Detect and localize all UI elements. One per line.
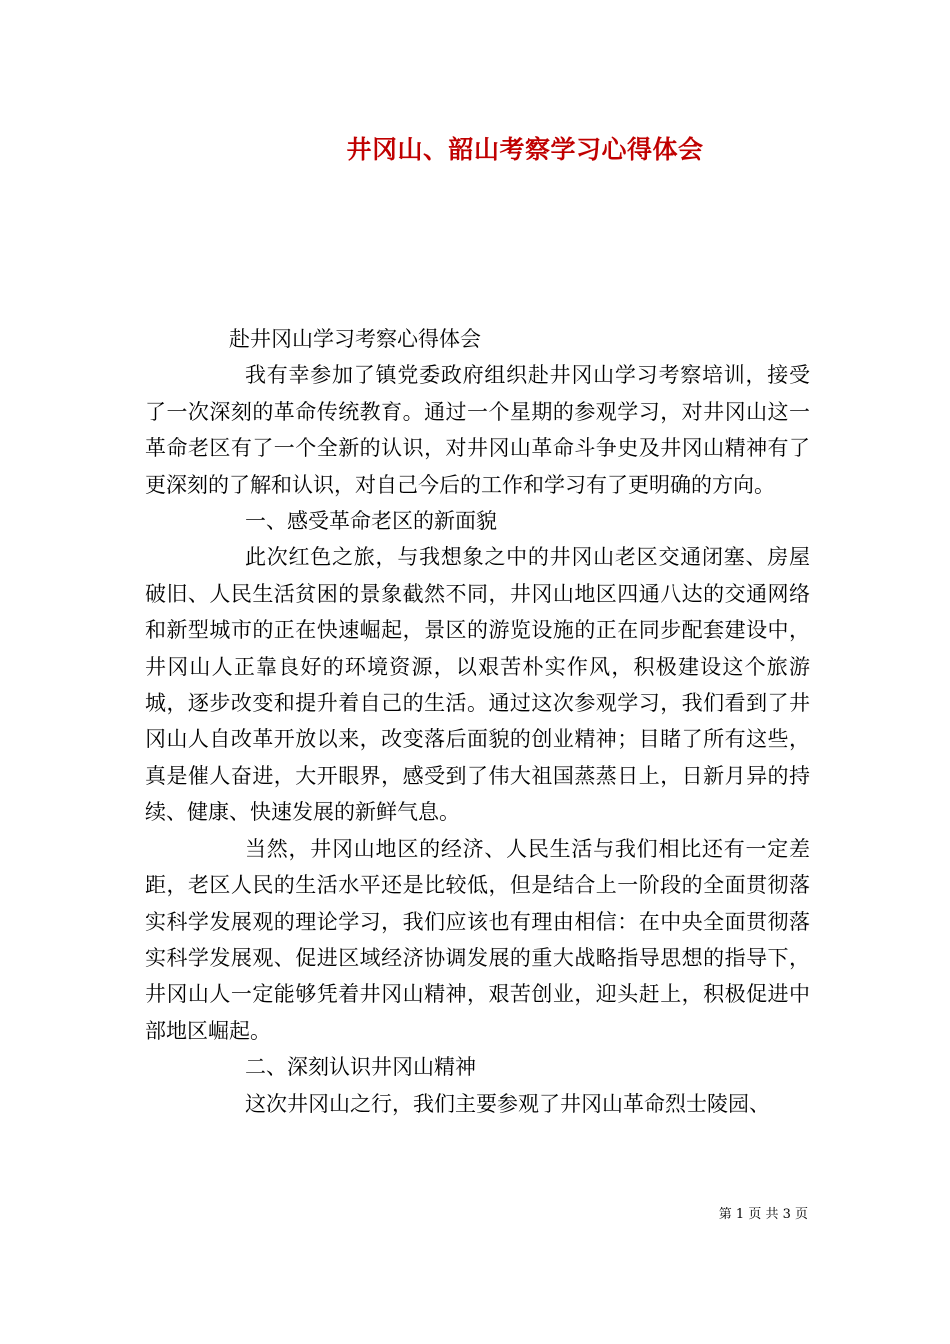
- page-number-footer: 第 1 页 共 3 页: [718, 1207, 808, 1222]
- paragraph-visit: 这次井冈山之行，我们主要参观了井冈山革命烈士陵园、: [245, 1091, 770, 1116]
- section-heading-1: 一、感受革命老区的新面貌: [245, 509, 497, 534]
- paragraph-gap: 当然，井冈山地区的经济、人民生活与我们相比还有一定差距，老区人民的生活水平还是比较低，但是结合上一阶段的全面贯彻落实科学发展观的理论学习，我们应该也有理由相信：在中央全面贯彻落实科学发展观、促进区域经济协调发展的重大战略指导思想的指导下，井冈山人一定能够凭着井冈山精神，艰苦创业，迎头赶上，积极促进中部地区崛起。: [145, 836, 810, 1043]
- section-heading-2: 二、深刻认识井冈山精神: [245, 1055, 476, 1080]
- paragraph-new-look: 此次红色之旅，与我想象之中的井冈山老区交通闭塞、房屋破旧、人民生活贫困的景象截然不同，井冈山地区四通八达的交通网络和新型城市的正在快速崛起，景区的游览设施的正在同步配套建设中，井冈山人正靠良好的环境资源，以艰苦朴实作风，积极建设这个旅游城，逐步改变和提升着自己的生活。通过这次参观学习，我们看到了井冈山人自改革开放以来，改变落后面貌的创业精神；目睹了所有这些，真是催人奋进，大开眼界，感受到了伟大祖国蒸蒸日上，日新月异的持续、健康、快速发展的新鲜气息。: [145, 545, 810, 825]
- paragraph-intro: 我有幸参加了镇党委政府组织赴井冈山学习考察培训，接受了一次深刻的革命传统教育。通过一个星期的参观学习，对井冈山这一革命老区有了一个全新的认识，对井冈山革命斗争史及井冈山精神有了更深刻的了解和认识，对自己今后的工作和学习有了更明确的方向。: [145, 363, 810, 497]
- document-body: [145, 321, 810, 1122]
- document-title: 井冈山、韶山考察学习心得体会: [346, 135, 704, 164]
- document-subtitle: 赴井冈山学习考察心得体会: [229, 327, 481, 351]
